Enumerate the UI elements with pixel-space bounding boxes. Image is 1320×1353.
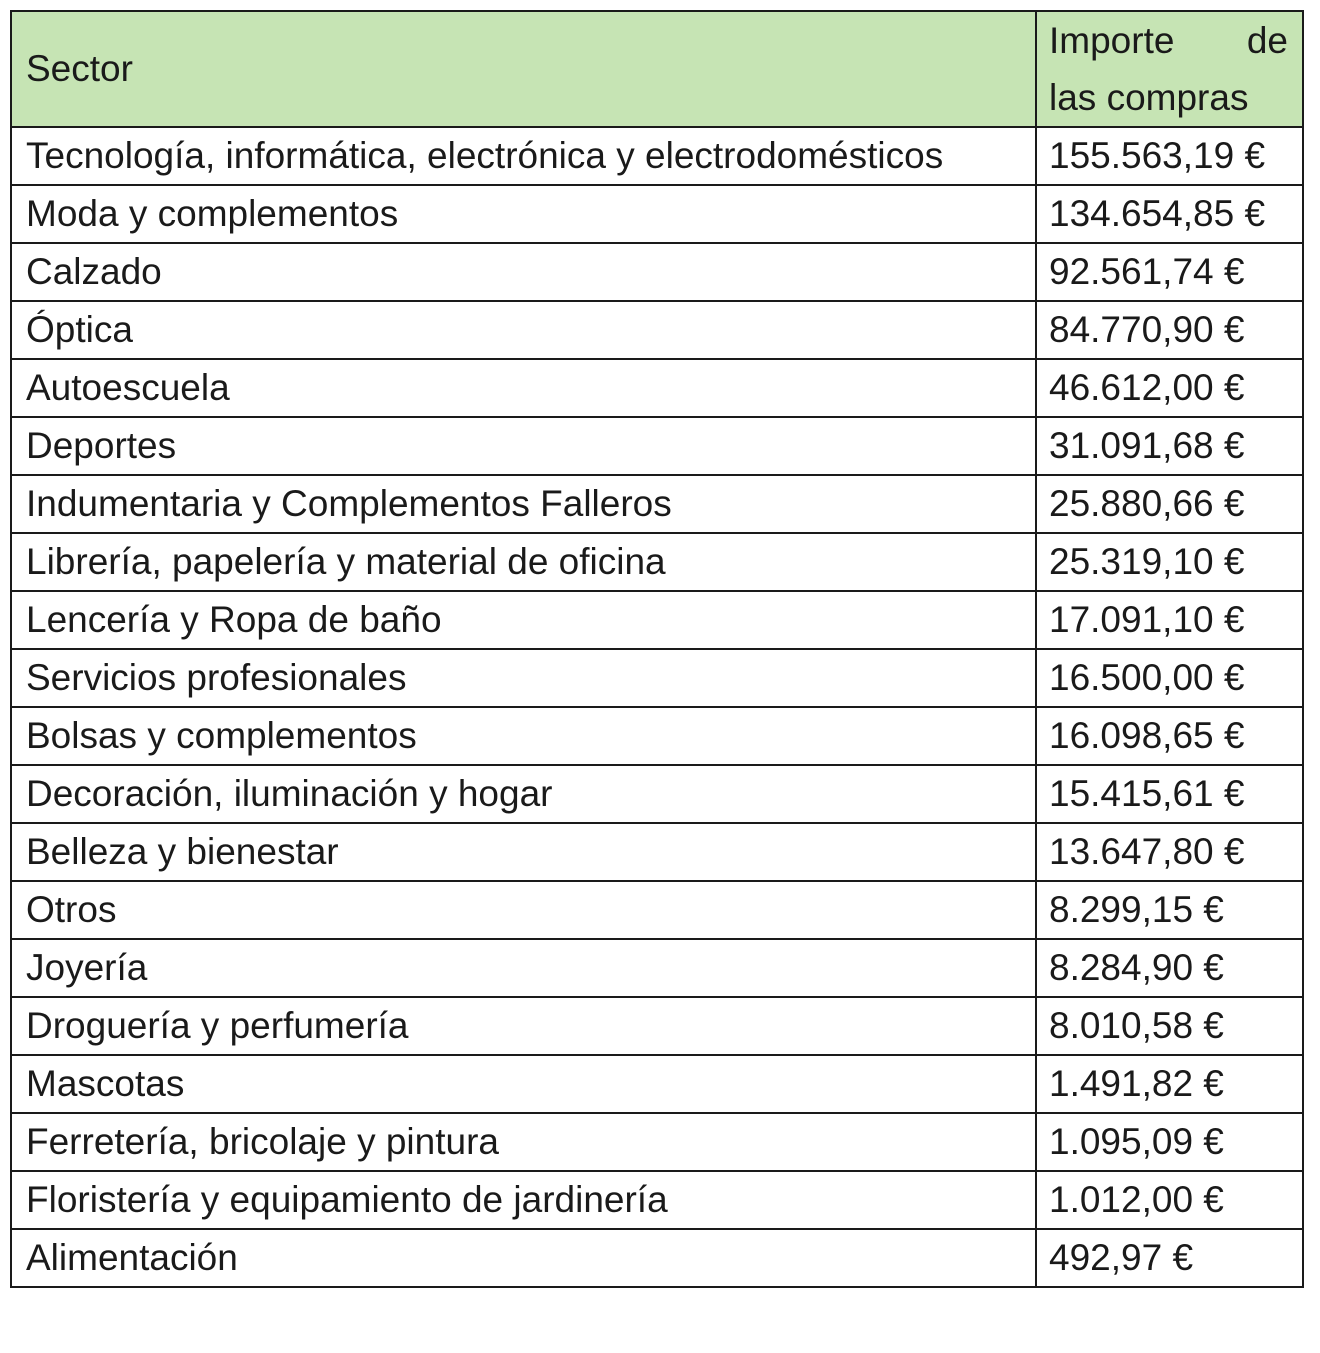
table-row (11, 765, 1303, 823)
table-row (11, 649, 1303, 707)
sector-cell: Tecnología, informática, electrónica y electrodomésticos (11, 127, 1036, 185)
table-row (11, 707, 1303, 765)
sector-cell: Droguería y perfumería (11, 997, 1036, 1055)
amount-cell: 92.561,74 € (1036, 243, 1303, 301)
column-header-amount-line1 (1049, 12, 1288, 69)
amount-cell: 155.563,19 € (1036, 127, 1303, 185)
sector-cell: Autoescuela (11, 359, 1036, 417)
amount-cell: 13.647,80 € (1036, 823, 1303, 881)
column-header-amount-word-de: de (1246, 20, 1288, 61)
sector-cell: Belleza y bienestar (11, 823, 1036, 881)
amount-cell: 1.491,82 € (1036, 1055, 1303, 1113)
sector-cell: Servicios profesionales (11, 649, 1036, 707)
amount-cell: 134.654,85 € (1036, 185, 1303, 243)
amount-cell: 17.091,10 € (1036, 591, 1303, 649)
amount-cell: 84.770,90 € (1036, 301, 1303, 359)
sector-cell: Óptica (11, 301, 1036, 359)
table-body (11, 127, 1303, 1287)
column-header-amount-word-importe: Importe (1049, 20, 1175, 61)
table-header (11, 11, 1303, 127)
sector-cell: Otros (11, 881, 1036, 939)
sector-cell: Decoración, iluminación y hogar (11, 765, 1036, 823)
sector-cell: Alimentación (11, 1229, 1036, 1287)
amount-cell: 16.098,65 € (1036, 707, 1303, 765)
column-header-sector: Sector (11, 11, 1036, 127)
amount-cell: 1.095,09 € (1036, 1113, 1303, 1171)
amount-cell: 15.415,61 € (1036, 765, 1303, 823)
table-row (11, 243, 1303, 301)
amount-cell: 8.284,90 € (1036, 939, 1303, 997)
sector-cell: Joyería (11, 939, 1036, 997)
table-row (11, 823, 1303, 881)
sector-purchases-table (10, 10, 1304, 1288)
table-row (11, 475, 1303, 533)
sector-cell: Ferretería, bricolaje y pintura (11, 1113, 1036, 1171)
table-row (11, 185, 1303, 243)
sector-cell: Floristería y equipamiento de jardinería (11, 1171, 1036, 1229)
sector-cell: Deportes (11, 417, 1036, 475)
sector-cell: Lencería y Ropa de baño (11, 591, 1036, 649)
table-row (11, 939, 1303, 997)
table-row (11, 591, 1303, 649)
amount-cell: 25.319,10 € (1036, 533, 1303, 591)
amount-cell: 8.010,58 € (1036, 997, 1303, 1055)
sector-cell: Bolsas y complementos (11, 707, 1036, 765)
table-row (11, 1055, 1303, 1113)
amount-cell: 16.500,00 € (1036, 649, 1303, 707)
column-header-amount-line2: las compras (1049, 77, 1249, 118)
amount-cell: 31.091,68 € (1036, 417, 1303, 475)
sector-cell: Mascotas (11, 1055, 1036, 1113)
table-row (11, 301, 1303, 359)
sector-purchases-table-container (10, 10, 1302, 1288)
sector-cell: Librería, papelería y material de oficina (11, 533, 1036, 591)
table-row (11, 127, 1303, 185)
sector-cell: Indumentaria y Complementos Falleros (11, 475, 1036, 533)
amount-cell: 492,97 € (1036, 1229, 1303, 1287)
table-row (11, 417, 1303, 475)
table-row (11, 1113, 1303, 1171)
amount-cell: 25.880,66 € (1036, 475, 1303, 533)
table-row (11, 359, 1303, 417)
table-row (11, 1171, 1303, 1229)
amount-cell: 46.612,00 € (1036, 359, 1303, 417)
amount-cell: 1.012,00 € (1036, 1171, 1303, 1229)
table-row (11, 533, 1303, 591)
sector-cell: Calzado (11, 243, 1036, 301)
sector-cell: Moda y complementos (11, 185, 1036, 243)
table-row (11, 1229, 1303, 1287)
table-row (11, 881, 1303, 939)
column-header-amount (1036, 11, 1303, 127)
header-row (11, 11, 1303, 127)
table-row (11, 997, 1303, 1055)
amount-cell: 8.299,15 € (1036, 881, 1303, 939)
